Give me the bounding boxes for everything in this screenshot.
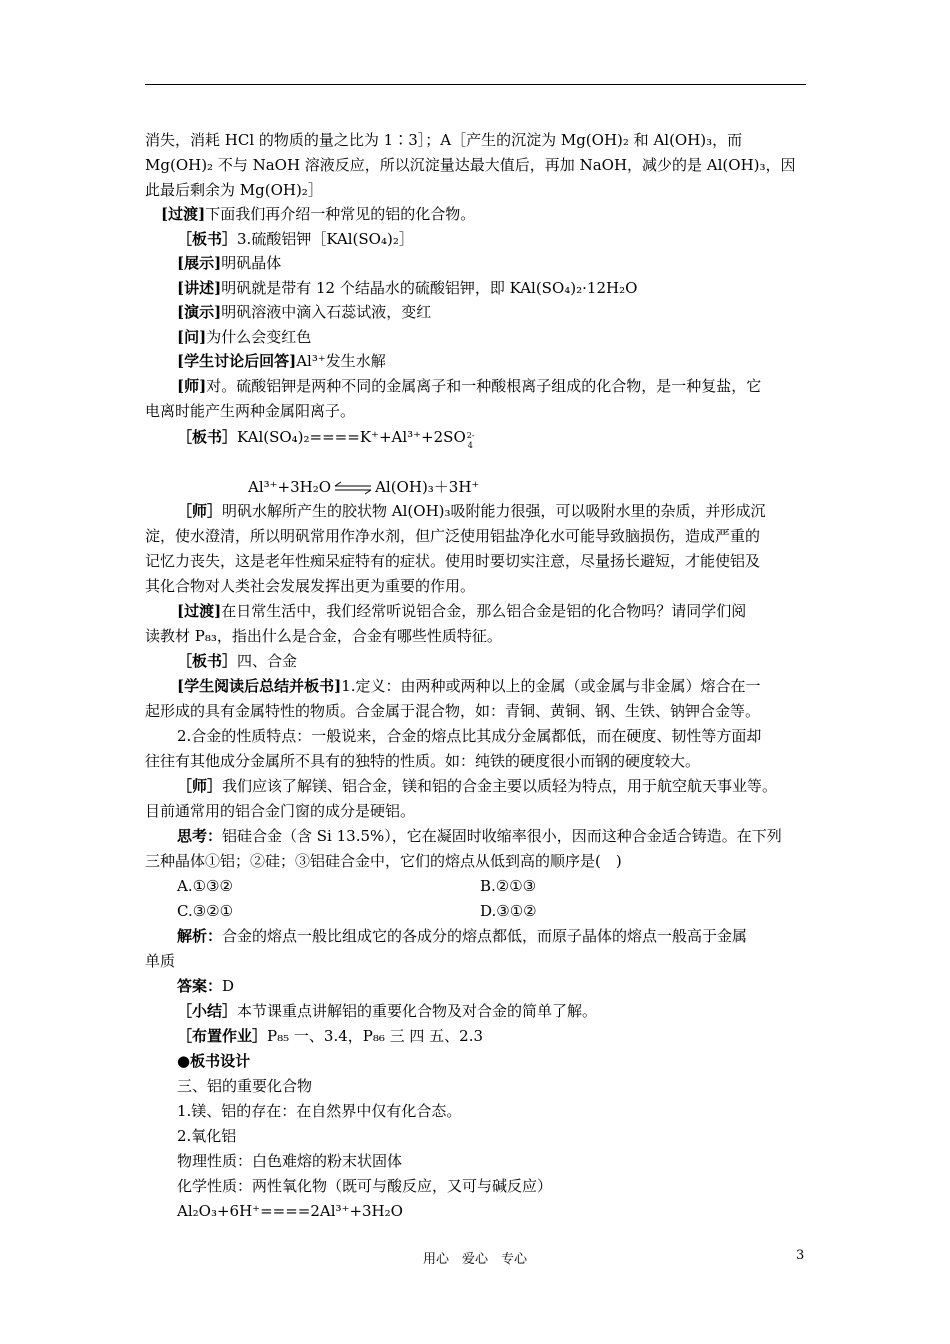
label: [过渡]	[177, 602, 222, 620]
text-line: 起形成的具有金属特性的物质。合金属于混合物，如：青铜、黄铜、钢、生铁、钠钾合金等。	[145, 702, 761, 720]
paragraph-text: D	[222, 977, 235, 995]
option-b: B.②①③	[480, 877, 537, 895]
text-line: 其化合物对人类社会发展发挥出更为重要的作用。	[145, 577, 476, 595]
label: 答案：	[177, 977, 223, 995]
paragraph-student-summary	[177, 675, 842, 697]
sulfate-charge	[466, 426, 476, 448]
paragraph-question	[177, 326, 842, 348]
text-line: 目前通常用的铝合金门窗的成分是硬铝。	[145, 802, 416, 820]
paragraph-text: 1.定义：由两种或两种以上的金属（或金属与非金属）熔合在一	[341, 677, 761, 695]
text-line: 淀，使水澄清，所以明矾常用作净水剂，但广泛使用铝盐净化水可能导致脑损伤，造成严重的	[145, 527, 761, 545]
label: ［布置作业］	[177, 1027, 268, 1045]
page-footer: 用心 爱心 专心	[422, 1252, 527, 1267]
label: ［师］	[177, 777, 223, 795]
paragraph-text: 明矾水解所产生的胶状物 Al(OH)₃吸附能力很强，可以吸附水里的杂质，并形成沉	[222, 502, 766, 520]
label: [问]	[177, 328, 207, 346]
reversible-arrow-icon	[333, 481, 373, 495]
paragraph-text: 四、合金	[237, 652, 298, 670]
label: [学生阅读后总结并板书]	[177, 677, 342, 695]
paragraph-board-2	[177, 650, 842, 672]
design-line: 化学性质：两性氧化物（既可与酸反应，又可与碱反应）	[177, 1177, 553, 1195]
section-heading: ●板书设计	[177, 1052, 251, 1070]
paragraph-text: 明矾溶液中滴入石蕊试液，变红	[221, 303, 432, 321]
text-line: Mg(OH)₂ 不与 NaOH 溶液反应，所以沉淀量达最大值后，再加 NaOH，减少的是 Al(OH)₃，因	[145, 156, 796, 174]
equation-right: Al(OH)₃＋3H⁺	[375, 478, 480, 496]
text-line: 记忆力丧失，这是老年性痴呆症特有的症状。使用时要切实注意，尽量扬长避短，才能使铝及	[145, 552, 761, 570]
equation-text: KAl(SO₄)₂====K⁺+Al³⁺+2SO	[237, 428, 466, 446]
paragraph-text: 对。硫酸铝钾是两种不同的金属离子和一种酸根离子组成的化合物，是一种复盐，它	[206, 377, 762, 395]
label: [演示]	[177, 303, 222, 321]
option-a: A.①③②	[177, 877, 233, 895]
paragraph-text: 为什么会变红色	[206, 328, 312, 346]
paragraph-text: Al³⁺发生水解	[296, 352, 386, 370]
paragraph-transition-2	[177, 600, 842, 622]
text-line: 往往有其他成分金属所不具有的独特的性质。如：纯铁的硬度很小而钢的硬度较大。	[145, 752, 701, 770]
paragraph-student-answer	[177, 350, 842, 372]
paragraph-text: P₈₅ 一、3.4，P₈₆ 三 四 五、2.3	[267, 1027, 484, 1045]
paragraph-show	[177, 252, 842, 274]
label: ［板书］	[177, 230, 238, 248]
page-number: 3	[796, 1248, 805, 1263]
paragraph-text: 铝硅合金（含 Si 13.5%），它在凝固时收缩率很小，因而这种合金适合铸造。在下列	[222, 827, 782, 845]
label: ［小结］	[177, 1002, 238, 1020]
paragraph-summary	[177, 1000, 842, 1022]
label: [展示]	[177, 254, 222, 272]
paragraph-think	[177, 825, 842, 847]
label: ［师］	[177, 502, 223, 520]
text-line: 消失，消耗 HCl 的物质的量之比为 1∶3］；A［产生的沉淀为 Mg(OH)₂ 和 Al(OH)₃，而	[145, 131, 743, 149]
paragraph-explain	[177, 277, 842, 299]
text-line: 2.合金的性质特点：一般说来，合金的熔点比其成分金属都低，而在硬度、韧性等方面却	[177, 727, 762, 745]
label: 思考：	[177, 827, 223, 845]
equation-ionization	[177, 426, 842, 448]
design-line: 物理性质：白色难熔的粉末状固体	[177, 1152, 403, 1170]
paragraph-homework	[177, 1025, 842, 1047]
subscript: 4	[467, 441, 473, 450]
design-line: Al₂O₃+6H⁺====2Al³⁺+3H₂O	[177, 1202, 403, 1220]
design-line: 三、铝的重要化合物	[177, 1077, 313, 1095]
text-line: 三种晶体①铝；②硅；③铝硅合金中，它们的熔点从低到高的顺序是( )	[145, 852, 622, 870]
text-line: 此最后剩余为 Mg(OH)₂］	[145, 181, 323, 199]
superscript: 2-	[466, 431, 475, 440]
paragraph-text: 3.硫酸铝钾［KAl(SO₄)₂］	[237, 230, 414, 248]
paragraph-teacher	[177, 375, 842, 397]
text-line: 电离时能产生两种金属阳离子。	[145, 402, 356, 420]
equation-hydrolysis	[248, 476, 913, 498]
header-rule	[145, 84, 806, 85]
design-line: 1.镁、铝的存在：在自然界中仅有化合态。	[177, 1102, 462, 1120]
label: [过渡]	[161, 205, 206, 223]
paragraph-text: 下面我们再介绍一种常见的铝的化合物。	[205, 205, 476, 223]
text-line: 读教材 P₈₃，指出什么是合金，合金有哪些性质特征。	[145, 627, 502, 645]
paragraph-transition	[161, 203, 826, 225]
label: ［板书］	[177, 428, 238, 446]
label: ［板书］	[177, 652, 238, 670]
option-d: D.③①②	[480, 902, 537, 920]
label: [师]	[177, 377, 207, 395]
paragraph-teacher-2	[177, 500, 842, 522]
paragraph-board	[177, 228, 842, 250]
paragraph-teacher-3	[177, 775, 842, 797]
paragraph-text: 合金的熔点一般比组成它的各成分的熔点都低，而原子晶体的熔点一般高于金属	[222, 927, 748, 945]
text-line: 单质	[145, 952, 176, 970]
paragraph-answer	[177, 975, 842, 997]
paragraph-text: 明矾就是带有 12 个结晶水的硫酸铝钾，即 KAl(SO₄)₂·12H₂O	[221, 279, 638, 297]
paragraph-text: 我们应该了解镁、铝合金，镁和铝的合金主要以质轻为特点，用于航空航天事业等。	[222, 777, 778, 795]
option-c: C.③②①	[177, 902, 234, 920]
label: 解析：	[177, 927, 223, 945]
label: [学生讨论后回答]	[177, 352, 297, 370]
paragraph-text: 明矾晶体	[221, 254, 282, 272]
paragraph-text: 本节课重点讲解铝的重要化合物及对合金的简单了解。	[237, 1002, 598, 1020]
label: [讲述]	[177, 279, 222, 297]
paragraph-text: 在日常生活中，我们经常听说铝合金，那么铝合金是铝的化合物吗？请同学们阅	[221, 602, 747, 620]
paragraph-analysis	[177, 925, 842, 947]
design-line: 2.氧化铝	[177, 1127, 237, 1145]
paragraph-demo	[177, 301, 842, 323]
equation-left: Al³⁺+3H₂O	[248, 478, 332, 496]
